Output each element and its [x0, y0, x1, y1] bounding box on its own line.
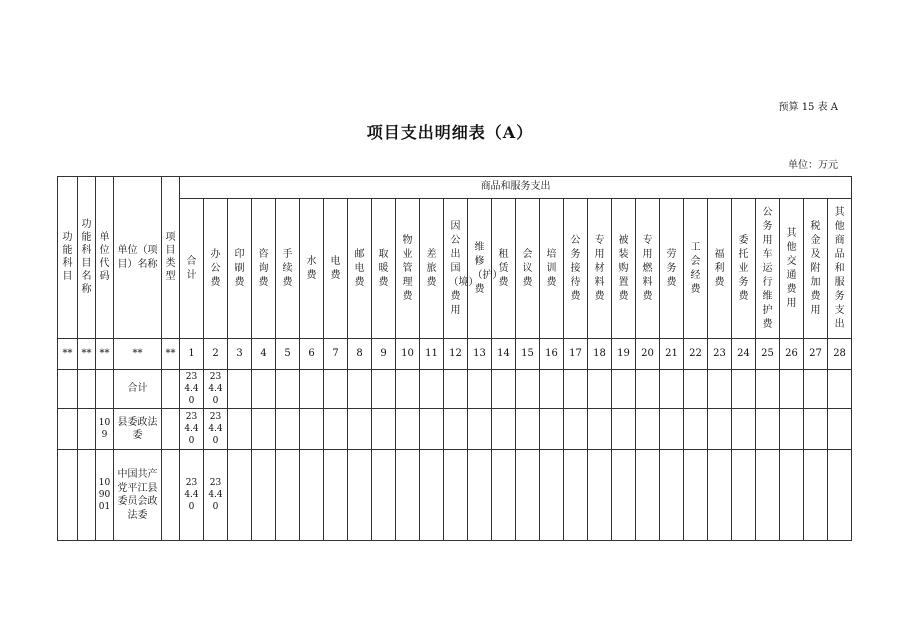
table-row	[58, 409, 852, 450]
cell-unit-code: 109001	[96, 450, 114, 541]
cell-office: 234.40	[204, 450, 228, 541]
column-number: 19	[612, 339, 636, 370]
cell-type	[162, 450, 180, 541]
column-header: 其他商品和服务支出	[828, 199, 852, 339]
column-header: 差旅费	[420, 199, 444, 339]
header-unit-code: 单位代码	[96, 177, 114, 339]
code-cell: **	[162, 339, 180, 370]
column-number: 5	[276, 339, 300, 370]
document-code: 预算 15 表 A	[778, 102, 838, 113]
cell-unit-code	[96, 370, 114, 409]
code-cell: **	[114, 339, 162, 370]
header-project-type: 项目类型	[162, 177, 180, 339]
column-number: 25	[756, 339, 780, 370]
column-number: 14	[492, 339, 516, 370]
table-row	[58, 370, 852, 409]
cell-func	[58, 450, 78, 541]
column-header: 咨询费	[252, 199, 276, 339]
column-header: 手续费	[276, 199, 300, 339]
column-number: 24	[732, 339, 756, 370]
column-header: 邮电费	[348, 199, 372, 339]
column-number: 1	[180, 339, 204, 370]
column-number: 2	[204, 339, 228, 370]
column-header: 税金及附加费用	[804, 199, 828, 339]
expense-table	[57, 176, 852, 541]
cell-office: 234.40	[204, 370, 228, 409]
group-header: 商品和服务支出	[180, 177, 852, 199]
column-header: 因公出国（境）费用	[444, 199, 468, 339]
cell-func-name	[78, 409, 96, 450]
column-number: 4	[252, 339, 276, 370]
cell-func-name	[78, 450, 96, 541]
cell-func	[58, 409, 78, 450]
cell-unit-code: 109	[96, 409, 114, 450]
column-number: 11	[420, 339, 444, 370]
column-number: 18	[588, 339, 612, 370]
column-header: 电费	[324, 199, 348, 339]
column-number: 21	[660, 339, 684, 370]
code-cell: **	[96, 339, 114, 370]
column-header: 会议费	[516, 199, 540, 339]
column-number: 9	[372, 339, 396, 370]
cell-total: 234.40	[180, 409, 204, 450]
column-number: 13	[468, 339, 492, 370]
column-header: 劳务费	[660, 199, 684, 339]
column-header: 委托业务费	[732, 199, 756, 339]
cell-unit-name: 合计	[114, 370, 162, 409]
code-cell: **	[78, 339, 96, 370]
column-header: 水费	[300, 199, 324, 339]
column-number: 3	[228, 339, 252, 370]
cell-office: 234.40	[204, 409, 228, 450]
cell-total: 234.40	[180, 450, 204, 541]
code-row	[58, 339, 852, 370]
table-row	[58, 450, 852, 541]
column-header: 印刷费	[228, 199, 252, 339]
column-number: 22	[684, 339, 708, 370]
cell-type	[162, 370, 180, 409]
column-header: 被装购置费	[612, 199, 636, 339]
column-header: 公务用车运行维护费	[756, 199, 780, 339]
column-number: 8	[348, 339, 372, 370]
cell-func	[58, 370, 78, 409]
column-number: 16	[540, 339, 564, 370]
page-title: 项目支出明细表（A）	[366, 123, 534, 142]
column-header: 合计	[180, 199, 204, 339]
column-number: 17	[564, 339, 588, 370]
column-header: 取暖费	[372, 199, 396, 339]
column-header: 办公费	[204, 199, 228, 339]
column-header: 专用燃料费	[636, 199, 660, 339]
code-cell: **	[58, 339, 78, 370]
column-number: 6	[300, 339, 324, 370]
column-number: 10	[396, 339, 420, 370]
column-number: 15	[516, 339, 540, 370]
column-header: 其他交通费用	[780, 199, 804, 339]
column-header: 工会经费	[684, 199, 708, 339]
unit-label: 单位：万元	[788, 160, 838, 171]
header-func: 功能科目	[58, 177, 78, 339]
column-number: 12	[444, 339, 468, 370]
cell-func-name	[78, 370, 96, 409]
header-unit-name: 单位（项目）名称	[114, 177, 162, 339]
column-number: 28	[828, 339, 852, 370]
column-number: 23	[708, 339, 732, 370]
cell-total: 234.40	[180, 370, 204, 409]
cell-unit-name: 中国共产党平江县委员会政法委	[114, 450, 162, 541]
header-func-name: 功能科目名称	[78, 177, 96, 339]
column-number: 26	[780, 339, 804, 370]
column-number: 20	[636, 339, 660, 370]
column-number: 27	[804, 339, 828, 370]
column-header: 维修（护）费	[468, 199, 492, 339]
column-header: 专用材料费	[588, 199, 612, 339]
column-header: 培训费	[540, 199, 564, 339]
column-header: 福利费	[708, 199, 732, 339]
column-number: 7	[324, 339, 348, 370]
column-header: 公务接待费	[564, 199, 588, 339]
cell-unit-name: 县委政法委	[114, 409, 162, 450]
column-header: 租赁费	[492, 199, 516, 339]
column-header: 物业管理费	[396, 199, 420, 339]
cell-type	[162, 409, 180, 450]
